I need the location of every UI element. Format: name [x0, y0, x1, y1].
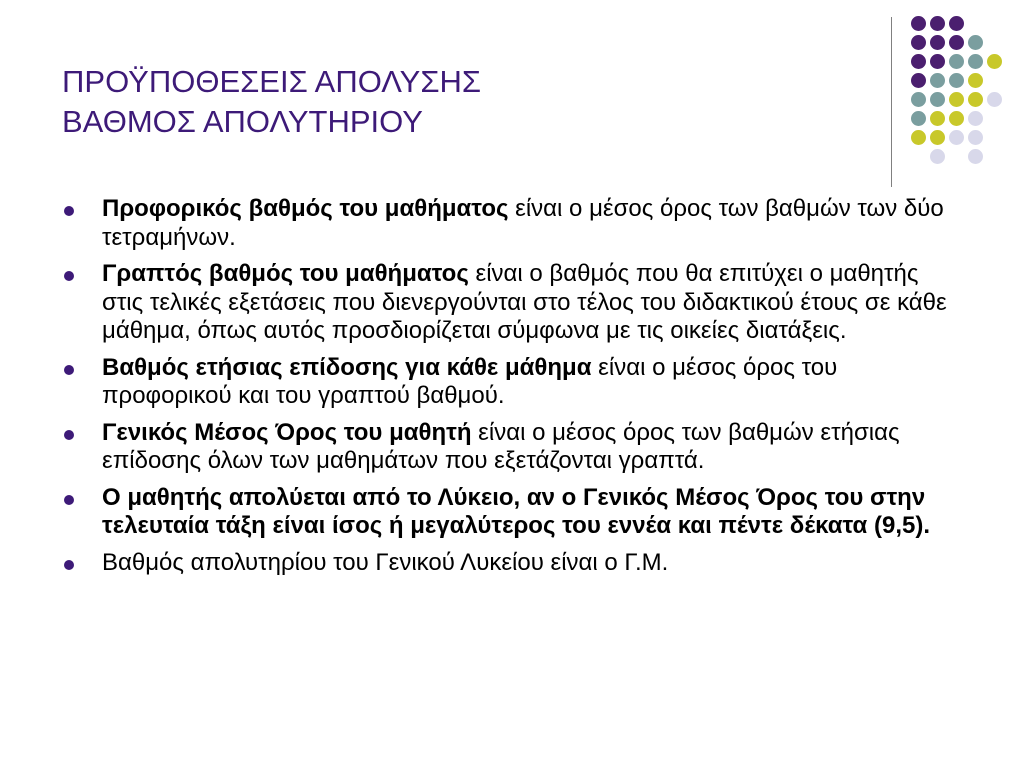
- bullet-text: είναι ο μέσος όρος των βαθμών ετήσιας επίδοσης όλων των μαθημάτων που εξετάζονται γραπτά.: [102, 418, 900, 474]
- bullet-item: [60, 354, 965, 411]
- dot-yellow: [949, 111, 964, 126]
- bullet-list: [60, 195, 965, 585]
- bullet-text: είναι ο μέσος όρος του προφορικού και του γραπτού βαθμού.: [102, 353, 838, 409]
- dot-lavender: [968, 149, 983, 164]
- dot-purple: [930, 16, 945, 31]
- dot-purple: [949, 16, 964, 31]
- dot-yellow: [930, 130, 945, 145]
- dot-teal: [968, 54, 983, 69]
- dot-purple: [911, 54, 926, 69]
- bullet-item: [60, 549, 965, 578]
- dot-lavender: [949, 130, 964, 145]
- dot-purple: [930, 54, 945, 69]
- bullet-bold-text: Βαθμός ετήσιας επίδοσης για κάθε μάθημα: [102, 353, 592, 381]
- bullet-marker: [64, 495, 74, 505]
- bullet-item: [60, 419, 965, 476]
- dot-teal: [949, 73, 964, 88]
- bullet-bold-text: Γενικός Μέσος Όρος του μαθητή: [102, 418, 472, 446]
- slide-title-line-2: ΒΑΘΜΟΣ ΑΠΟΛΥΤΗΡΙΟΥ: [62, 104, 423, 139]
- bullet-item: [60, 260, 965, 346]
- dot-teal: [911, 111, 926, 126]
- bullet-bold-text: Προφορικός βαθμός του μαθήματος: [102, 195, 509, 222]
- bullet-marker: [64, 430, 74, 440]
- dot-teal: [968, 35, 983, 50]
- decorative-dot-grid: [0, 0, 1024, 200]
- dot-lavender: [930, 149, 945, 164]
- bullet-bold-text: Ο μαθητής απολύεται από το Λύκειο, αν ο Γενικός Μέσος Όρος του στην τελευταία τάξη είναι ίσος ή μεγαλύτερος του εννέα και πέντε δέκατα (9,5).: [102, 483, 930, 539]
- dot-purple: [949, 35, 964, 50]
- dot-yellow: [930, 111, 945, 126]
- dot-yellow: [911, 130, 926, 145]
- bullet-item: [60, 195, 965, 252]
- bullet-bold-text: Γραπτός βαθμός του μαθήματος: [102, 260, 469, 287]
- bullet-text: είναι ο μέσος όρος των βαθμών των δύο τετραμήνων.: [102, 195, 944, 251]
- dot-lavender: [968, 130, 983, 145]
- bullet-marker: [64, 365, 74, 375]
- bullet-marker: [64, 206, 74, 216]
- bullet-text: Βαθμός απολυτηρίου του Γενικού Λυκείου είναι ο Γ.Μ.: [102, 548, 669, 576]
- dot-lavender: [987, 92, 1002, 107]
- bullet-text: είναι ο βαθμός που θα επιτύχει ο μαθητής στις τελικές εξετάσεις που διενεργούνται στο τέλος του διδακτικού έτους σε κάθε μάθημα, όπως αυτός προσδιορίζεται σύμφωνα με τις οικείες διατάξεις.: [102, 260, 947, 344]
- dot-yellow: [949, 92, 964, 107]
- dot-yellow: [968, 92, 983, 107]
- bullet-marker: [64, 271, 74, 281]
- bullet-marker: [64, 560, 74, 570]
- dot-lavender: [968, 111, 983, 126]
- dot-teal: [949, 54, 964, 69]
- dot-purple: [911, 35, 926, 50]
- dot-purple: [911, 73, 926, 88]
- slide-title-line-1: ΠΡΟΫΠΟΘΕΣΕΙΣ ΑΠΟΛΥΣΗΣ: [62, 64, 482, 99]
- dot-teal: [911, 92, 926, 107]
- dot-purple: [930, 35, 945, 50]
- dot-teal: [930, 92, 945, 107]
- dot-teal: [930, 73, 945, 88]
- dot-yellow: [968, 73, 983, 88]
- dot-yellow: [987, 54, 1002, 69]
- dot-purple: [911, 16, 926, 31]
- bullet-item: [60, 484, 965, 541]
